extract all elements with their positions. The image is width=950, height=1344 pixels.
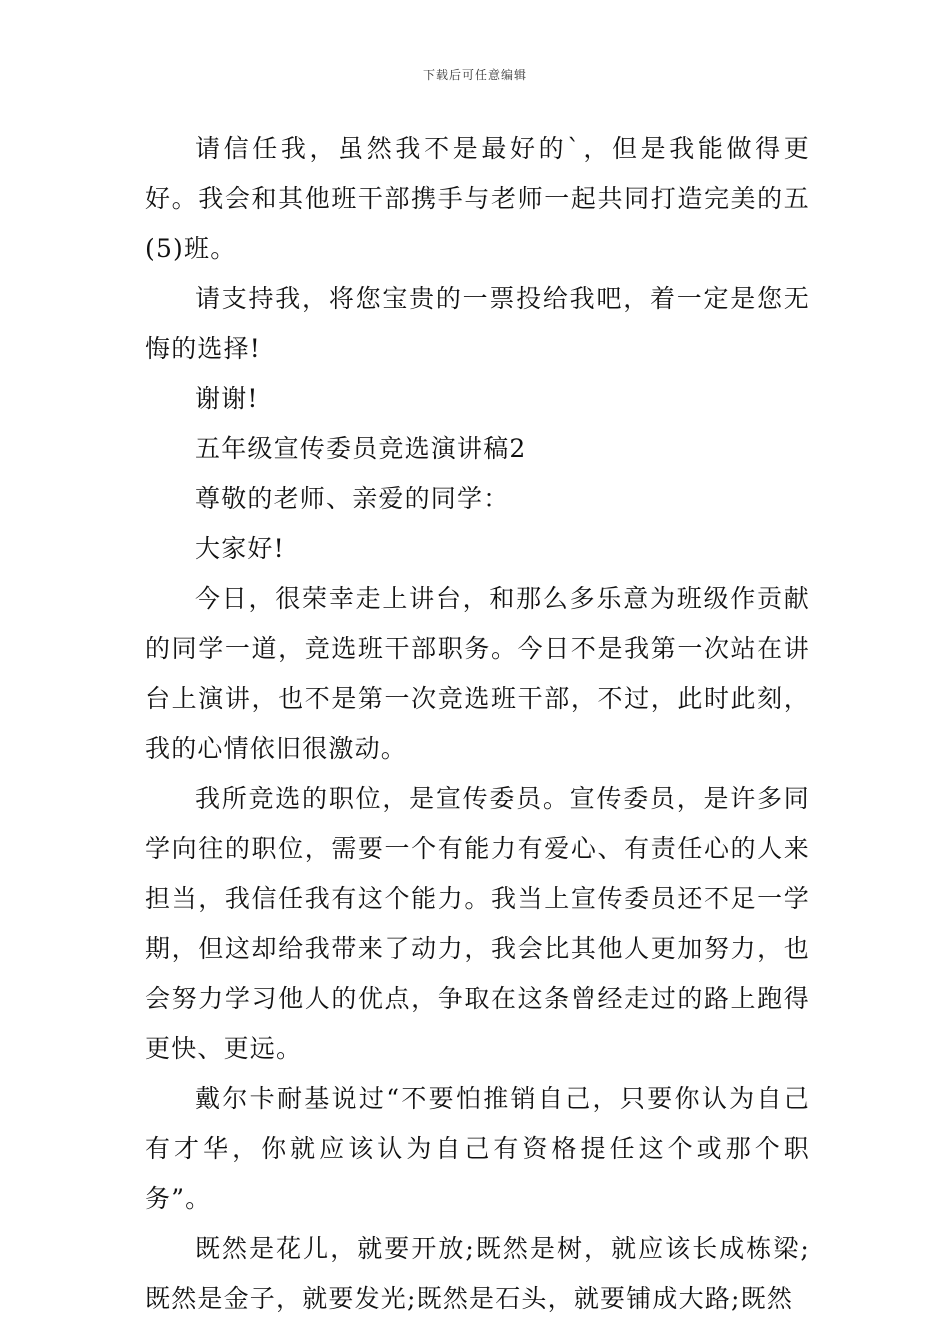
paragraph-greeting: 大家好!: [195, 534, 285, 563]
paragraph-position: 我所竞选的职位，是宣传委员。宣传委员，是许多同学向往的职位，需要一个有能力有爱心、有责任心的人来担当，我信任我有这个能力。我当上宣传委员还不足一学期，但这却给我带来了动力，我会比其他人更加努力，也会努力学习他人的优点，争取在这条曾经走过的路上跑得更快、更远。: [145, 784, 810, 1063]
paragraph-metaphors: 既然是花儿，就要开放;既然是树，就应该长成栋梁;既然是金子，就要发光;既然是石头，就要铺成大路;既然: [145, 1234, 810, 1313]
page-header-note: 下载后可任意编辑: [422, 68, 527, 82]
paragraph-support-me: 请支持我，将您宝贵的一票投给我吧，着一定是您无悔的选择!: [145, 284, 810, 363]
paragraph-introduction: 今日，很荣幸走上讲台，和那么多乐意为班级作贡献的同学一道，竞选班干部职务。今日不是我第一次站在讲台上演讲，也不是第一次竞选班干部，不过，此时此刻，我的心情依旧很激动。: [145, 584, 810, 763]
paragraph-trust-me: 请信任我，虽然我不是最好的`，但是我能做得更好。我会和其他班干部携手与老师一起共同打造完美的五(5)班。: [145, 134, 810, 263]
paragraph-carnegie-quote: 戴尔卡耐基说过“不要怕推销自己，只要你认为自己有才华，你就应该认为自己有资格提任这个或那个职务”。: [145, 1084, 810, 1213]
paragraph-thanks: 谢谢!: [195, 384, 259, 413]
document-body: [145, 124, 810, 1324]
speech-title: 五年级宣传委员竞选演讲稿2: [195, 434, 527, 463]
paragraph-salutation: 尊敬的老师、亲爱的同学：: [195, 484, 510, 513]
